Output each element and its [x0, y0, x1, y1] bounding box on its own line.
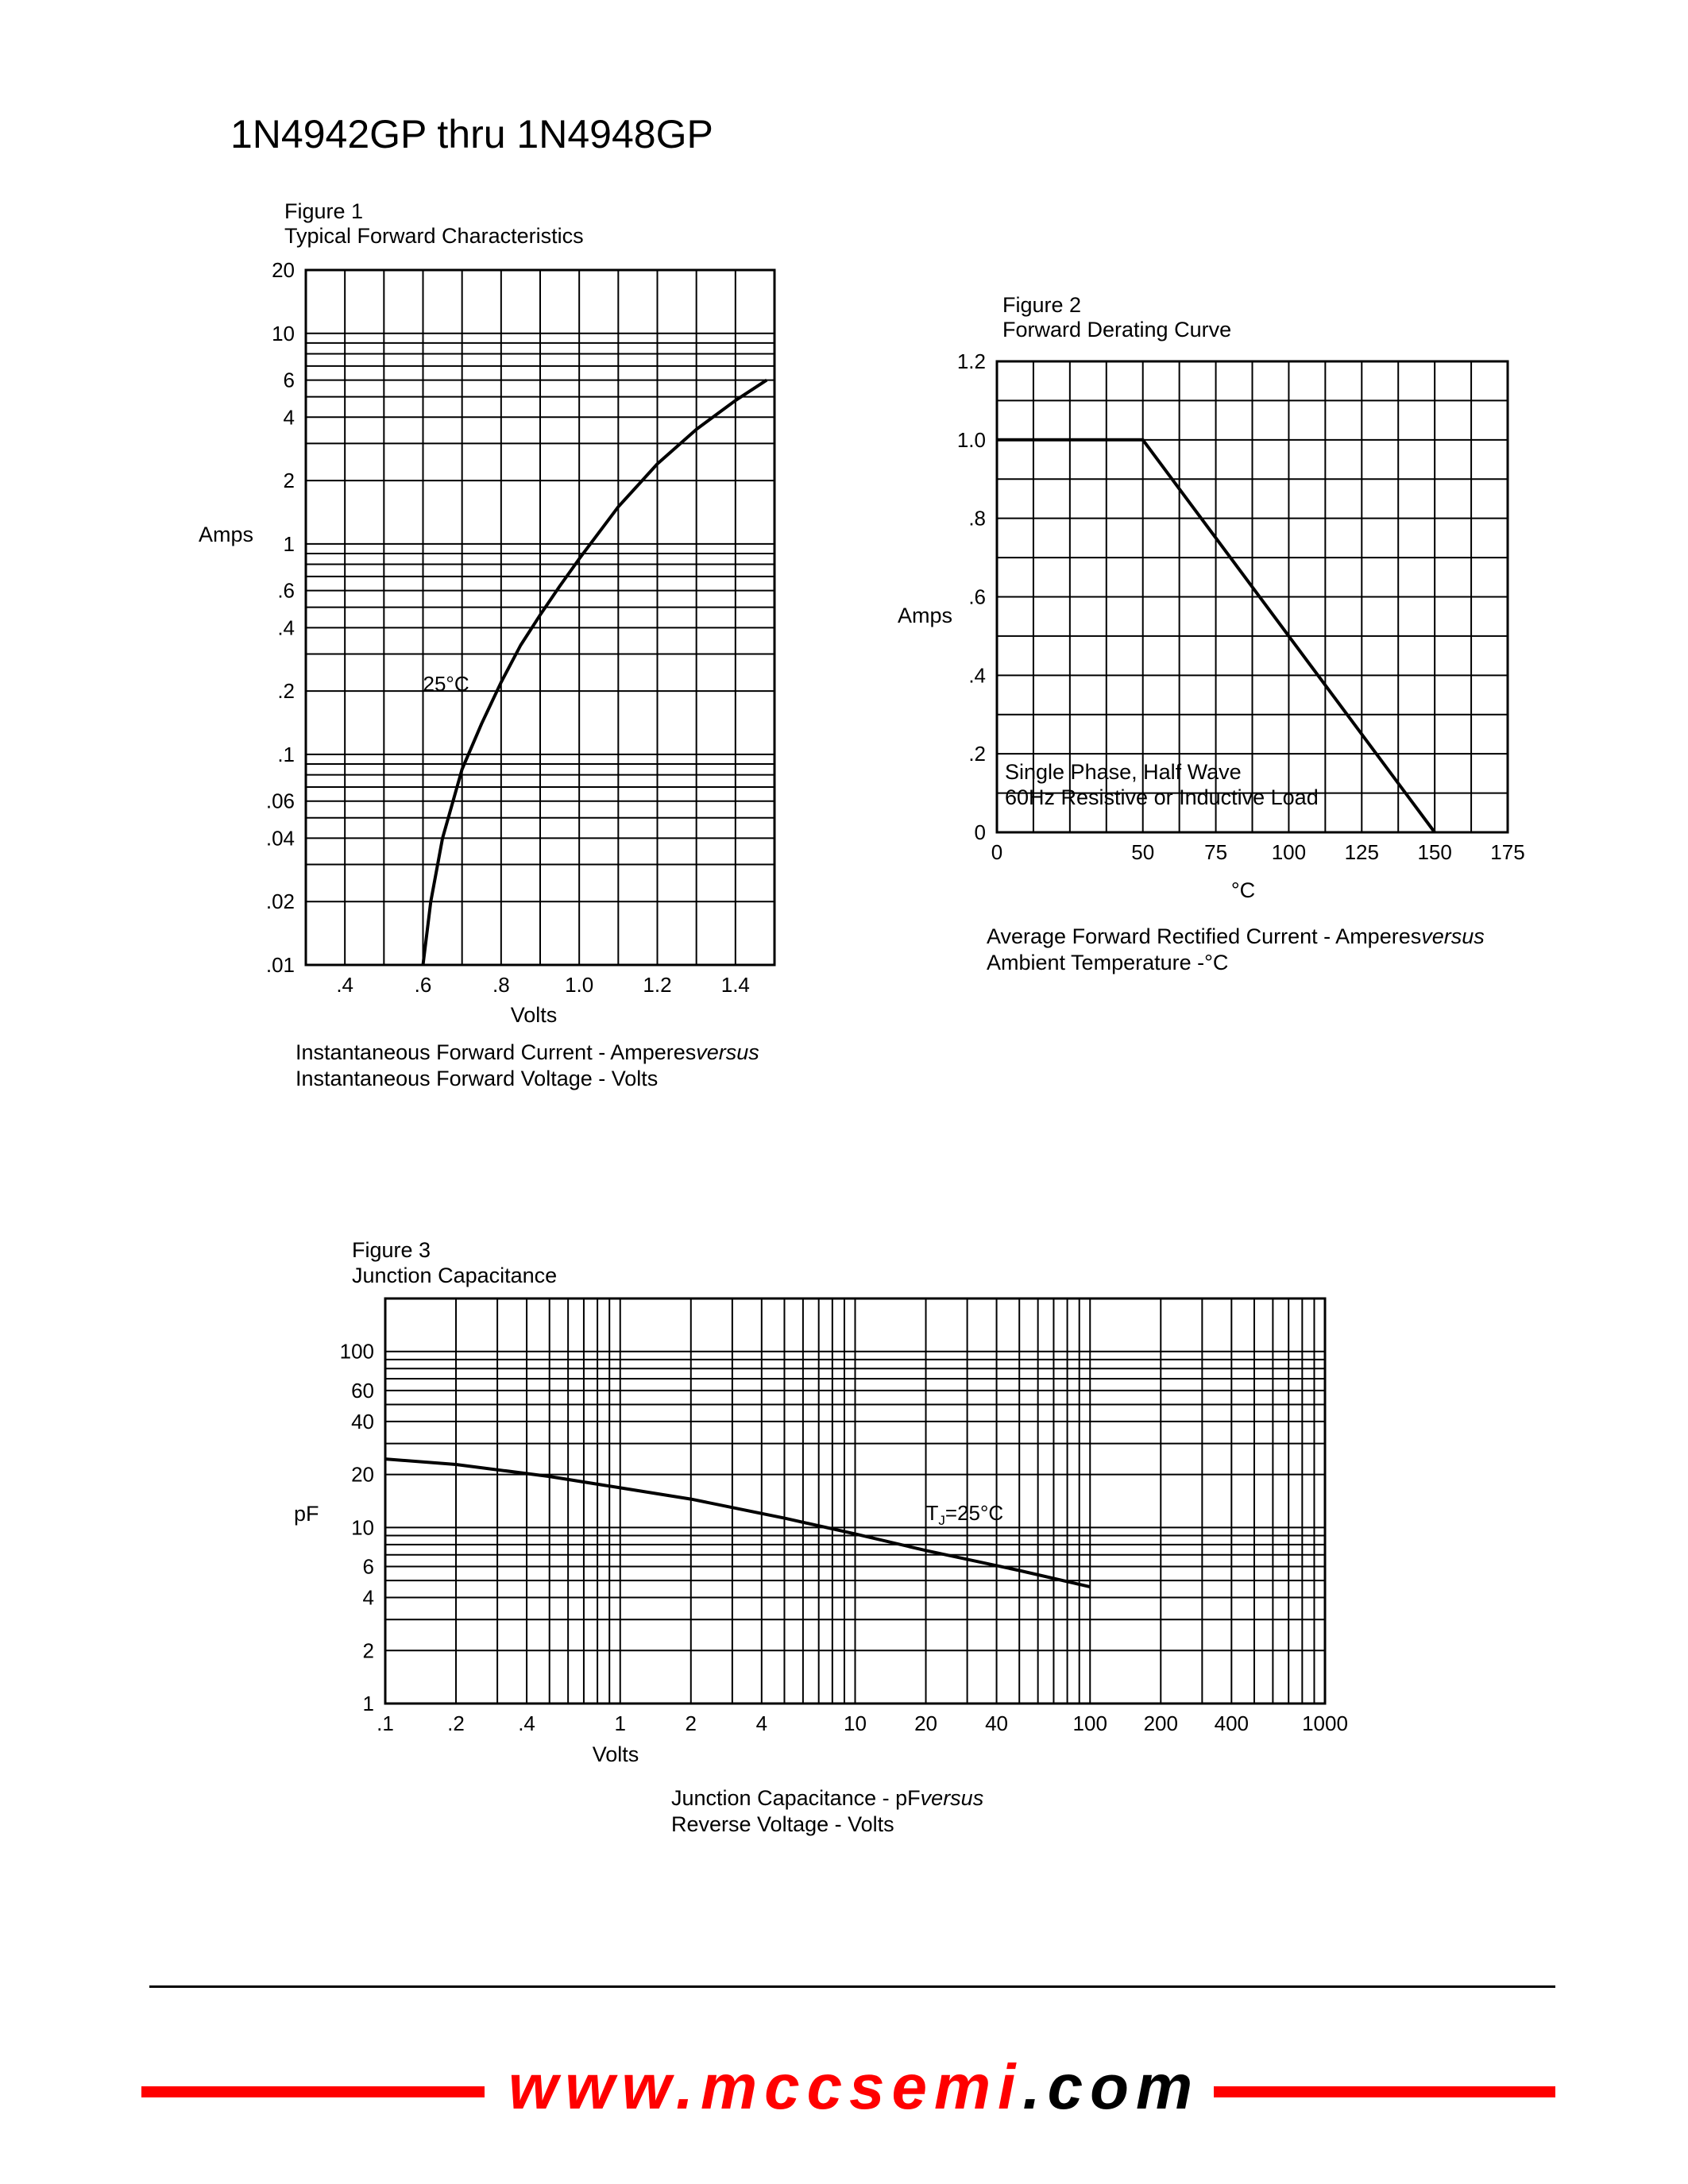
y-tick-label: 1.0	[956, 427, 986, 452]
fig2-annotation-line1: Single Phase, Half Wave	[1005, 760, 1242, 784]
x-tick-label: .2	[447, 1711, 465, 1735]
fig2-annotation-line2: 60Hz Resistive or Inductive Load	[1005, 785, 1319, 809]
series-line	[423, 380, 767, 965]
fig3-figure-label: Figure 3	[352, 1238, 431, 1262]
fig3-caption-line1	[671, 1785, 983, 1812]
y-tick-label: .6	[968, 585, 986, 609]
y-tick-label: .06	[265, 789, 295, 813]
footer-right-red-bar	[1214, 2086, 1555, 2097]
y-tick-label: .02	[265, 889, 295, 914]
x-tick-label: 100	[1271, 840, 1307, 864]
fig3-caption-main: Junction Capacitance - pF	[671, 1786, 921, 1810]
y-tick-label: .6	[277, 578, 295, 603]
y-tick-label: 10	[351, 1515, 374, 1540]
y-tick-label: .2	[277, 679, 295, 704]
y-axis-title: Amps	[898, 604, 953, 627]
footer-url-tld: .com	[1022, 2051, 1200, 2122]
series-line	[385, 1459, 1090, 1587]
fig2-caption-versus: versus	[1421, 924, 1485, 948]
series-label-main: T	[925, 1501, 939, 1526]
y-tick-label: 20	[351, 1462, 374, 1487]
y-tick-label: 0	[974, 820, 986, 844]
y-tick-label: .04	[265, 826, 295, 851]
x-tick-label: 200	[1143, 1711, 1178, 1735]
footer-url-main: www.mccsemi	[508, 2051, 1023, 2122]
x-tick-label: 1.4	[720, 973, 750, 997]
plot-frame	[306, 270, 774, 965]
y-tick-label: 100	[339, 1339, 374, 1364]
series-label-rest: =25°C	[944, 1501, 1004, 1526]
footer-website-link[interactable]	[508, 2051, 1199, 2124]
x-tick-label: 40	[985, 1711, 1009, 1735]
x-tick-label: 4	[755, 1711, 768, 1735]
y-axis-title: Amps	[199, 523, 254, 546]
fig2-figure-label: Figure 2	[1002, 293, 1082, 317]
x-tick-label: 2	[685, 1711, 697, 1735]
y-tick-label: .4	[968, 663, 986, 688]
x-axis-title: °C	[1230, 878, 1256, 902]
y-tick-label: 60	[351, 1378, 374, 1403]
y-tick-label: 1	[283, 531, 295, 556]
x-tick-label: 1.0	[565, 973, 594, 997]
x-tick-label: 20	[914, 1711, 937, 1735]
x-tick-label: 1.2	[643, 973, 672, 997]
y-tick-label: 10	[272, 321, 295, 345]
fig1-caption-versus: versus	[696, 1040, 759, 1064]
y-tick-label: .2	[968, 742, 986, 766]
y-tick-label: .1	[277, 742, 295, 766]
x-tick-label: .1	[377, 1711, 394, 1735]
series-label	[926, 1501, 1004, 1528]
footer-rule	[149, 1985, 1555, 1988]
x-tick-label: 10	[844, 1711, 867, 1735]
footer-left-red-bar	[141, 2086, 485, 2097]
x-tick-label: 150	[1417, 840, 1452, 864]
x-tick-label: .4	[518, 1711, 535, 1735]
x-tick-label: .4	[336, 973, 354, 997]
x-tick-label: 75	[1204, 840, 1228, 864]
fig1-caption-line1	[295, 1039, 759, 1066]
x-axis-title: Volts	[592, 1742, 639, 1766]
y-tick-label: 2	[283, 469, 295, 493]
fig1-caption-line2: Instantaneous Forward Voltage - Volts	[295, 1067, 659, 1090]
x-tick-label: .6	[414, 973, 432, 997]
x-tick-label: 100	[1072, 1711, 1107, 1735]
fig2-title: Forward Derating Curve	[1002, 318, 1232, 341]
y-tick-label: 6	[362, 1554, 374, 1579]
x-tick-label: .8	[492, 973, 510, 997]
x-tick-label: 50	[1131, 840, 1155, 864]
x-tick-label: 1	[614, 1711, 626, 1735]
y-tick-label: 6	[283, 368, 295, 392]
x-tick-label: 175	[1490, 840, 1525, 864]
series-label-subscript: J	[938, 1513, 945, 1529]
fig1-figure-label: Figure 1	[284, 199, 364, 223]
fig1-title: Typical Forward Characteristics	[284, 224, 584, 248]
y-axis-title: pF	[294, 1502, 319, 1526]
fig2-caption-main: Average Forward Rectified Current - Amperes	[987, 924, 1422, 948]
fig2-caption-line1	[987, 923, 1485, 950]
fig3-caption-line2: Reverse Voltage - Volts	[671, 1812, 894, 1836]
y-tick-label: .4	[277, 615, 295, 640]
x-tick-label: 0	[991, 840, 1003, 864]
x-tick-label: 400	[1214, 1711, 1250, 1735]
x-tick-label: 125	[1344, 840, 1379, 864]
fig3-caption-versus: versus	[920, 1786, 984, 1810]
document-title: 1N4942GP thru 1N4948GP	[230, 112, 713, 156]
x-axis-title: Volts	[510, 1003, 558, 1027]
series-label: 25°C	[423, 672, 469, 696]
y-tick-label: 1	[362, 1692, 374, 1715]
x-tick-label: 1000	[1302, 1711, 1348, 1735]
y-tick-label: .8	[968, 506, 986, 531]
y-tick-label: 1.2	[956, 349, 986, 373]
fig1-caption-main: Instantaneous Forward Current - Amperes	[295, 1040, 697, 1064]
y-tick-label: .01	[265, 953, 295, 977]
y-tick-label: 4	[362, 1585, 374, 1610]
y-tick-label: 2	[362, 1638, 374, 1663]
fig3-title: Junction Capacitance	[352, 1264, 558, 1287]
plot-frame	[385, 1298, 1325, 1704]
y-tick-label: 20	[272, 258, 295, 282]
fig2-caption-line2: Ambient Temperature -°C	[987, 951, 1229, 974]
y-tick-label: 4	[283, 405, 295, 430]
y-tick-label: 40	[351, 1409, 374, 1433]
